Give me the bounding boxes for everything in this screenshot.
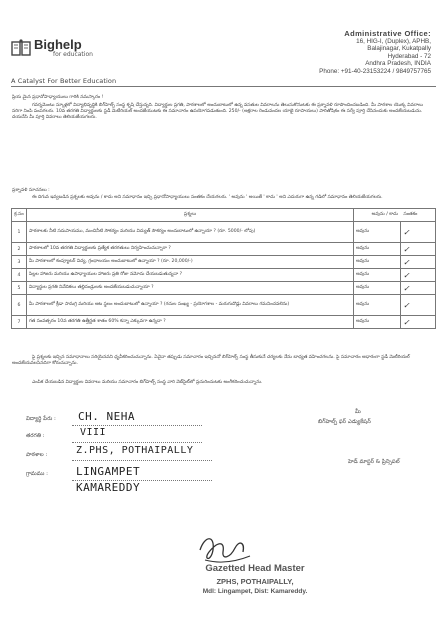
village-label: గ్రామము :: [26, 471, 49, 477]
question-text: మీ పాఠశాలలో క్రీడా సామగ్రి మరియు ఆట స్థలం అందుబాటులో ఉన్నాయా ? (గదుల సంఖ్య - ప్రయోగశాల - మరుగుదొడ్లు వివరాలు గమనించవలెను): [27, 295, 354, 316]
table-row: [12, 295, 436, 316]
answer-cell: అవును: [354, 243, 401, 256]
consent-paragraph: ఎంపిక చేయబడిన విద్యార్థుల వివరాలు మరియు సమాచారం బిగ్‌హెల్ప్ సంస్థ వారి వెబ్‌సైట్‌లో ప్రచురించుటకు అంగీకరించుచున్నాను.: [32, 380, 263, 385]
signature-mark: ✓: [401, 269, 436, 282]
signoff-org: బిగ్‌హెల్ప్ ఫర్ ఎడ్యుకేషన్: [318, 419, 371, 425]
question-text: మీ పాఠశాలలో కంప్యూటర్ విద్య, గ్రంథాలయం అందుబాటులో ఉన్నాయా ? (రూ. 20,000/-): [27, 256, 354, 269]
declaration-paragraph: పై ప్రశ్నలకు ఇచ్చిన సమాధానాలు సరియైనవని ధృవీకరించుచున్నాను. ఏవైనా తప్పుడు సమాచారం ఇచ్చినచో బిగ్‌హెల్ప్ సంస్థ తీసుకునే చర్యలకు నేను బాధ్యత వహించగలను. పై సమాచారం ఆధారంగా స్టడీ మెటీరియల్ అందజేయవలసినదిగా కోరుచున్నాను.: [12, 355, 410, 367]
answer-cell: అవును: [354, 256, 401, 269]
row-number: 2: [12, 243, 27, 256]
school-label: పాఠశాల :: [26, 452, 48, 458]
table-row: [12, 243, 436, 256]
tagline: A Catalyst For Better Education: [11, 77, 117, 85]
question-text: పాఠశాలకు నీటి సదుపాయము, మంచినీటి సౌకర్యం మరియు విద్యుత్ సౌకర్యం అందుబాటులో ఉన్నాయా ? (రూ. 5000/- లోపు): [27, 222, 354, 243]
answer-cell: అవును: [354, 222, 401, 243]
answer-cell: అవును: [354, 282, 401, 295]
brand-subtitle: for education: [53, 51, 93, 58]
table-row: [12, 282, 436, 295]
school-value: Z.PHS, POTHAIPALLY: [76, 445, 194, 456]
row-number: 6: [12, 295, 27, 316]
stamp-title: Gazetted Head Master: [205, 563, 305, 574]
intro-paragraph: గవర్నమెంటు స్కూళ్లలో విద్యాభివృద్ధికి బిగ్‌హెల్ప్ సంస్థ కృషి చేస్తున్నది. విద్యార్థుల ప్రగతి, పాఠశాలలో అందుబాటులో ఉన్న వసతుల వివరాలను తెలుసుకొనుటకు ఈ ప్రశ్నావళి రూపొందించబడింది. మీ పాఠశాల యొక్క వివరాలు సరిగా నింపి పంపగలరు. 10వ తరగతి విద్యార్థులకు స్టడీ మెటీరియల్ అందజేయుటకు ఈ సమాచారం ఉపయోగపడుతుంది. 250/- (అక్షరాల రెండువందల యాభై రూపాయలు) పారితోషికం ఈ సర్వే పూర్తి చేసినందుకు అందజేయబడును. దయచేసి మీ పూర్తి వివరాలు తెలియజేయగలరు.: [12, 103, 423, 121]
row-number: 5: [12, 282, 27, 295]
row-number: 3: [12, 256, 27, 269]
header-divider: [11, 86, 436, 87]
col-header-sno: క్ర.సం: [12, 209, 27, 222]
district-value: KAMAREDDY: [76, 481, 141, 494]
questionnaire-table: [11, 208, 436, 329]
office-line: 16, HIG-I, (Duplex), APHB,: [356, 37, 431, 45]
class-label: తరగతి :: [26, 433, 45, 439]
office-line: Andhra Pradesh, INDIA: [365, 60, 431, 68]
student-name-line: [72, 425, 202, 426]
office-line: Balajinagar, Kukatpally: [367, 45, 431, 53]
instructions-title: ప్రశ్నావళి సూచనలు :: [12, 188, 50, 193]
book-logo-icon: [11, 39, 31, 57]
signature-header: సంతకం: [403, 212, 418, 217]
office-line: Hyderabad - 72: [387, 52, 431, 60]
signature-mark: ✓: [401, 282, 436, 295]
signature-mark: ✓: [401, 243, 436, 256]
col-header-question: ప్రశ్నలు: [27, 209, 354, 222]
answer-header: అవును / కాదు: [371, 212, 399, 217]
signature-mark: ✓: [401, 295, 436, 316]
row-number: 4: [12, 269, 27, 282]
question-text: గత సంవత్సరం 10వ తరగతి ఉత్తీర్ణత శాతం 60% కన్నా ఎక్కువగా ఉన్నదా ?: [27, 316, 354, 329]
signoff-yours: మీ: [355, 409, 361, 415]
signature-mark: ✓: [401, 222, 436, 243]
office-address: [319, 30, 431, 76]
office-title: Administrative Office:: [344, 29, 431, 38]
class-line: [72, 442, 202, 443]
office-phone: Phone: +91-40-23153224 / 9849757765: [319, 67, 431, 75]
question-text: పాఠశాలలో 10వ తరగతి విద్యార్థులకు ప్రత్యేక తరగతులు నిర్వహించుచున్నారా ?: [27, 243, 354, 256]
village-value: LINGAMPET: [76, 465, 141, 478]
answer-cell: అవును: [354, 295, 401, 316]
instructions-paragraph: ఈ దిగువ ఇవ్వబడిన ప్రశ్నలకు అవును / కాదు అని సమాధానం ఇచ్చి ప్రధానోపాధ్యాయులు సంతకం చేయగలరు. ' అవును ' అయితే ' కాదు ' అని ఎదురుగా ఉన్న గడిలో సమాధానం తెలియజేయగలరు.: [32, 195, 383, 200]
signature-mark: ✓: [401, 256, 436, 269]
student-name-label: విద్యార్థి పేరు :: [26, 416, 56, 422]
table-row: [12, 222, 436, 243]
col-header-answer: [354, 209, 436, 222]
student-name-value: CH. NEHA: [78, 410, 135, 423]
stamp-location: Mdl: Lingampet, Dist: Kamareddy.: [202, 588, 308, 595]
question-text: పిల్లల హాజరు మరియు ఉపాధ్యాయుల హాజరు ప్రతి రోజు నమోదు చేయబడుతున్నదా ?: [27, 269, 354, 282]
table-row: [12, 269, 436, 282]
row-number: 1: [12, 222, 27, 243]
table-header-row: [12, 209, 436, 222]
table-row: [12, 256, 436, 269]
brand-name: Bighelp: [34, 37, 82, 52]
question-text: విద్యార్థుల ప్రగతి నివేదికలు తల్లిదండ్రులకు అందజేయబడుచున్నాయా ?: [27, 282, 354, 295]
signature-mark: ✓: [401, 316, 436, 329]
row-number: 7: [12, 316, 27, 329]
headmaster-label: హెడ్ మాస్టర్ & ప్రిన్సిపల్: [348, 459, 400, 465]
greeting: ప్రియ మైన ప్రధానోపాధ్యాయులు గారికి నమస్కారం !: [12, 95, 104, 100]
class-value: VIII: [80, 427, 107, 438]
stamp-school: ZPHS, POTHAIPALLY,: [216, 577, 294, 586]
answer-cell: అవును: [354, 316, 401, 329]
table-row: [12, 316, 436, 329]
school-line: [72, 460, 212, 461]
answer-cell: అవును: [354, 269, 401, 282]
